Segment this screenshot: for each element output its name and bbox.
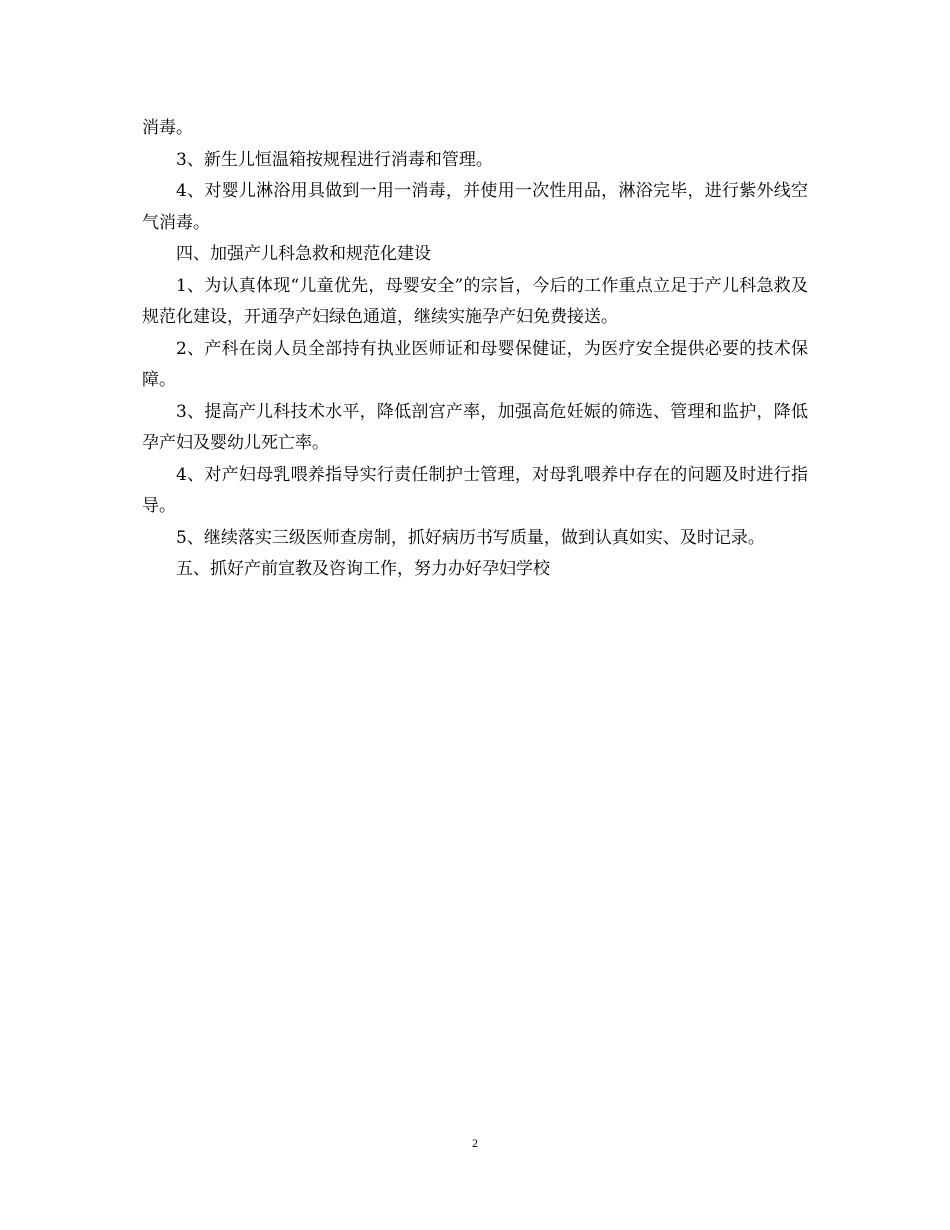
paragraph: 2、产科在岗人员全部持有执业医师证和母婴保健证，为医疗安全提供必要的技术保障。: [142, 338, 808, 390]
paragraph: 5、继续落实三级医师查房制，抓好病历书写质量，做到认真如实、及时记录。: [176, 527, 765, 548]
paragraph: 消毒。: [142, 118, 193, 138]
paragraph: 3、提高产儿科技术水平，降低剖宫产率，加强高危妊娠的筛选、管理和监护，降低孕产妇及婴幼儿死亡率。: [142, 401, 808, 453]
paragraph: 3、新生儿恒温箱按规程进行消毒和管理。: [176, 149, 493, 170]
document-body: [142, 113, 808, 586]
page-number: 2: [472, 1136, 478, 1150]
section-heading: 四、加强产儿科急救和规范化建设: [176, 244, 431, 264]
paragraph: 1、为认真体现“儿童优先，母婴安全”的宗旨，今后的工作重点立足于产儿科急救及规范化建设，开通孕产妇绿色通道，继续实施孕产妇免费接送。: [142, 275, 808, 327]
paragraph: 4、对婴儿淋浴用具做到一用一消毒，并使用一次性用品，淋浴完毕，进行紫外线空气消毒。: [142, 181, 808, 233]
paragraph: 4、对产妇母乳喂养指导实行责任制护士管理，对母乳喂养中存在的问题及时进行指导。: [142, 464, 808, 516]
section-heading: 五、抓好产前宣教及咨询工作，努力办好孕妇学校: [176, 559, 550, 579]
